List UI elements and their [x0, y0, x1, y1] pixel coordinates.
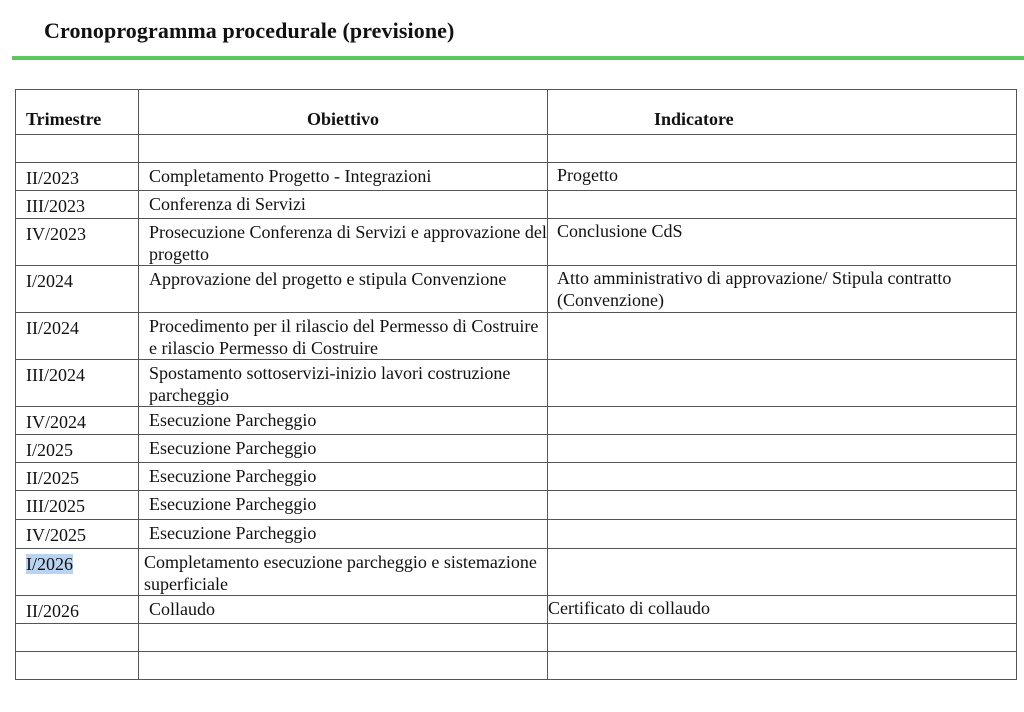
- cell-trimestre[interactable]: IV/2024: [16, 407, 139, 435]
- header-obiettivo: Obiettivo: [139, 90, 548, 135]
- header-trimestre: Trimestre: [16, 90, 139, 135]
- cell-obiettivo[interactable]: [139, 135, 548, 163]
- table-row: [16, 219, 1017, 266]
- cell-trimestre[interactable]: [16, 549, 139, 596]
- cell-obiettivo[interactable]: Esecuzione Parcheggio: [139, 407, 548, 435]
- title-underline: [12, 56, 1024, 60]
- cell-indicatore[interactable]: [548, 407, 1017, 435]
- table-row: [16, 624, 1017, 652]
- cell-indicatore[interactable]: [548, 491, 1017, 520]
- cell-trimestre[interactable]: III/2025: [16, 491, 139, 520]
- cell-obiettivo[interactable]: Conferenza di Servizi: [139, 191, 548, 219]
- cell-trimestre[interactable]: I/2024: [16, 266, 139, 313]
- cell-trimestre[interactable]: III/2024: [16, 360, 139, 407]
- cell-obiettivo[interactable]: Completamento Progetto - Integrazioni: [139, 163, 548, 191]
- cell-indicatore[interactable]: [548, 624, 1017, 652]
- page-title: Cronoprogramma procedurale (previsione): [44, 18, 455, 43]
- schedule-table: [15, 89, 1017, 680]
- table-row: [16, 491, 1017, 520]
- cell-indicatore[interactable]: [548, 313, 1017, 360]
- table-row: [16, 652, 1017, 680]
- cell-obiettivo[interactable]: Esecuzione Parcheggio: [139, 520, 548, 549]
- cell-trimestre[interactable]: I/2025: [16, 435, 139, 463]
- cell-trimestre[interactable]: [16, 652, 139, 680]
- table-row: [16, 407, 1017, 435]
- cell-indicatore[interactable]: [548, 135, 1017, 163]
- table-row: [16, 135, 1017, 163]
- header-indicatore: Indicatore: [548, 90, 1017, 135]
- table-row: [16, 266, 1017, 313]
- cell-trimestre[interactable]: [16, 624, 139, 652]
- selected-text[interactable]: I/2026: [26, 554, 73, 574]
- cell-trimestre[interactable]: II/2026: [16, 596, 139, 624]
- table-row: [16, 463, 1017, 491]
- table-header-row: [16, 90, 1017, 135]
- cell-obiettivo[interactable]: Esecuzione Parcheggio: [139, 491, 548, 520]
- cell-obiettivo[interactable]: Procedimento per il rilascio del Permesso di Costruire e rilascio Permesso di Costruire: [139, 313, 548, 360]
- cell-trimestre[interactable]: IV/2025: [16, 520, 139, 549]
- cell-obiettivo[interactable]: Prosecuzione Conferenza di Servizi e approvazione del progetto: [139, 219, 548, 266]
- table-row: [16, 313, 1017, 360]
- cell-indicatore[interactable]: Progetto: [548, 163, 1017, 191]
- cell-indicatore[interactable]: [548, 435, 1017, 463]
- cell-trimestre[interactable]: II/2025: [16, 463, 139, 491]
- cell-indicatore[interactable]: [548, 652, 1017, 680]
- cell-indicatore[interactable]: Conclusione CdS: [548, 219, 1017, 266]
- table-row: [16, 520, 1017, 549]
- cell-obiettivo[interactable]: [139, 652, 548, 680]
- cell-trimestre[interactable]: II/2024: [16, 313, 139, 360]
- cell-obiettivo[interactable]: Spostamento sottoservizi-inizio lavori costruzione parcheggio: [139, 360, 548, 407]
- cell-trimestre[interactable]: II/2023: [16, 163, 139, 191]
- table-row: [16, 191, 1017, 219]
- cell-indicatore[interactable]: [548, 549, 1017, 596]
- cell-obiettivo[interactable]: Esecuzione Parcheggio: [139, 435, 548, 463]
- cell-indicatore[interactable]: [548, 463, 1017, 491]
- cell-indicatore[interactable]: [548, 520, 1017, 549]
- cell-indicatore[interactable]: Certificato di collaudo: [548, 596, 1017, 624]
- cell-indicatore[interactable]: [548, 360, 1017, 407]
- cell-trimestre[interactable]: IV/2023: [16, 219, 139, 266]
- cell-indicatore[interactable]: [548, 191, 1017, 219]
- cell-indicatore[interactable]: Atto amministrativo di approvazione/ Stipula contratto (Convenzione): [548, 266, 1017, 313]
- table-row: [16, 549, 1017, 596]
- cell-trimestre[interactable]: [16, 135, 139, 163]
- cell-obiettivo[interactable]: Collaudo: [139, 596, 548, 624]
- cell-obiettivo[interactable]: Esecuzione Parcheggio: [139, 463, 548, 491]
- table-row: [16, 596, 1017, 624]
- table-row: [16, 435, 1017, 463]
- cell-obiettivo[interactable]: Approvazione del progetto e stipula Convenzione: [139, 266, 548, 313]
- cell-obiettivo[interactable]: Completamento esecuzione parcheggio e sistemazione superficiale: [139, 549, 548, 596]
- table-row: [16, 360, 1017, 407]
- cell-obiettivo[interactable]: [139, 624, 548, 652]
- table-row: [16, 163, 1017, 191]
- cell-trimestre[interactable]: III/2023: [16, 191, 139, 219]
